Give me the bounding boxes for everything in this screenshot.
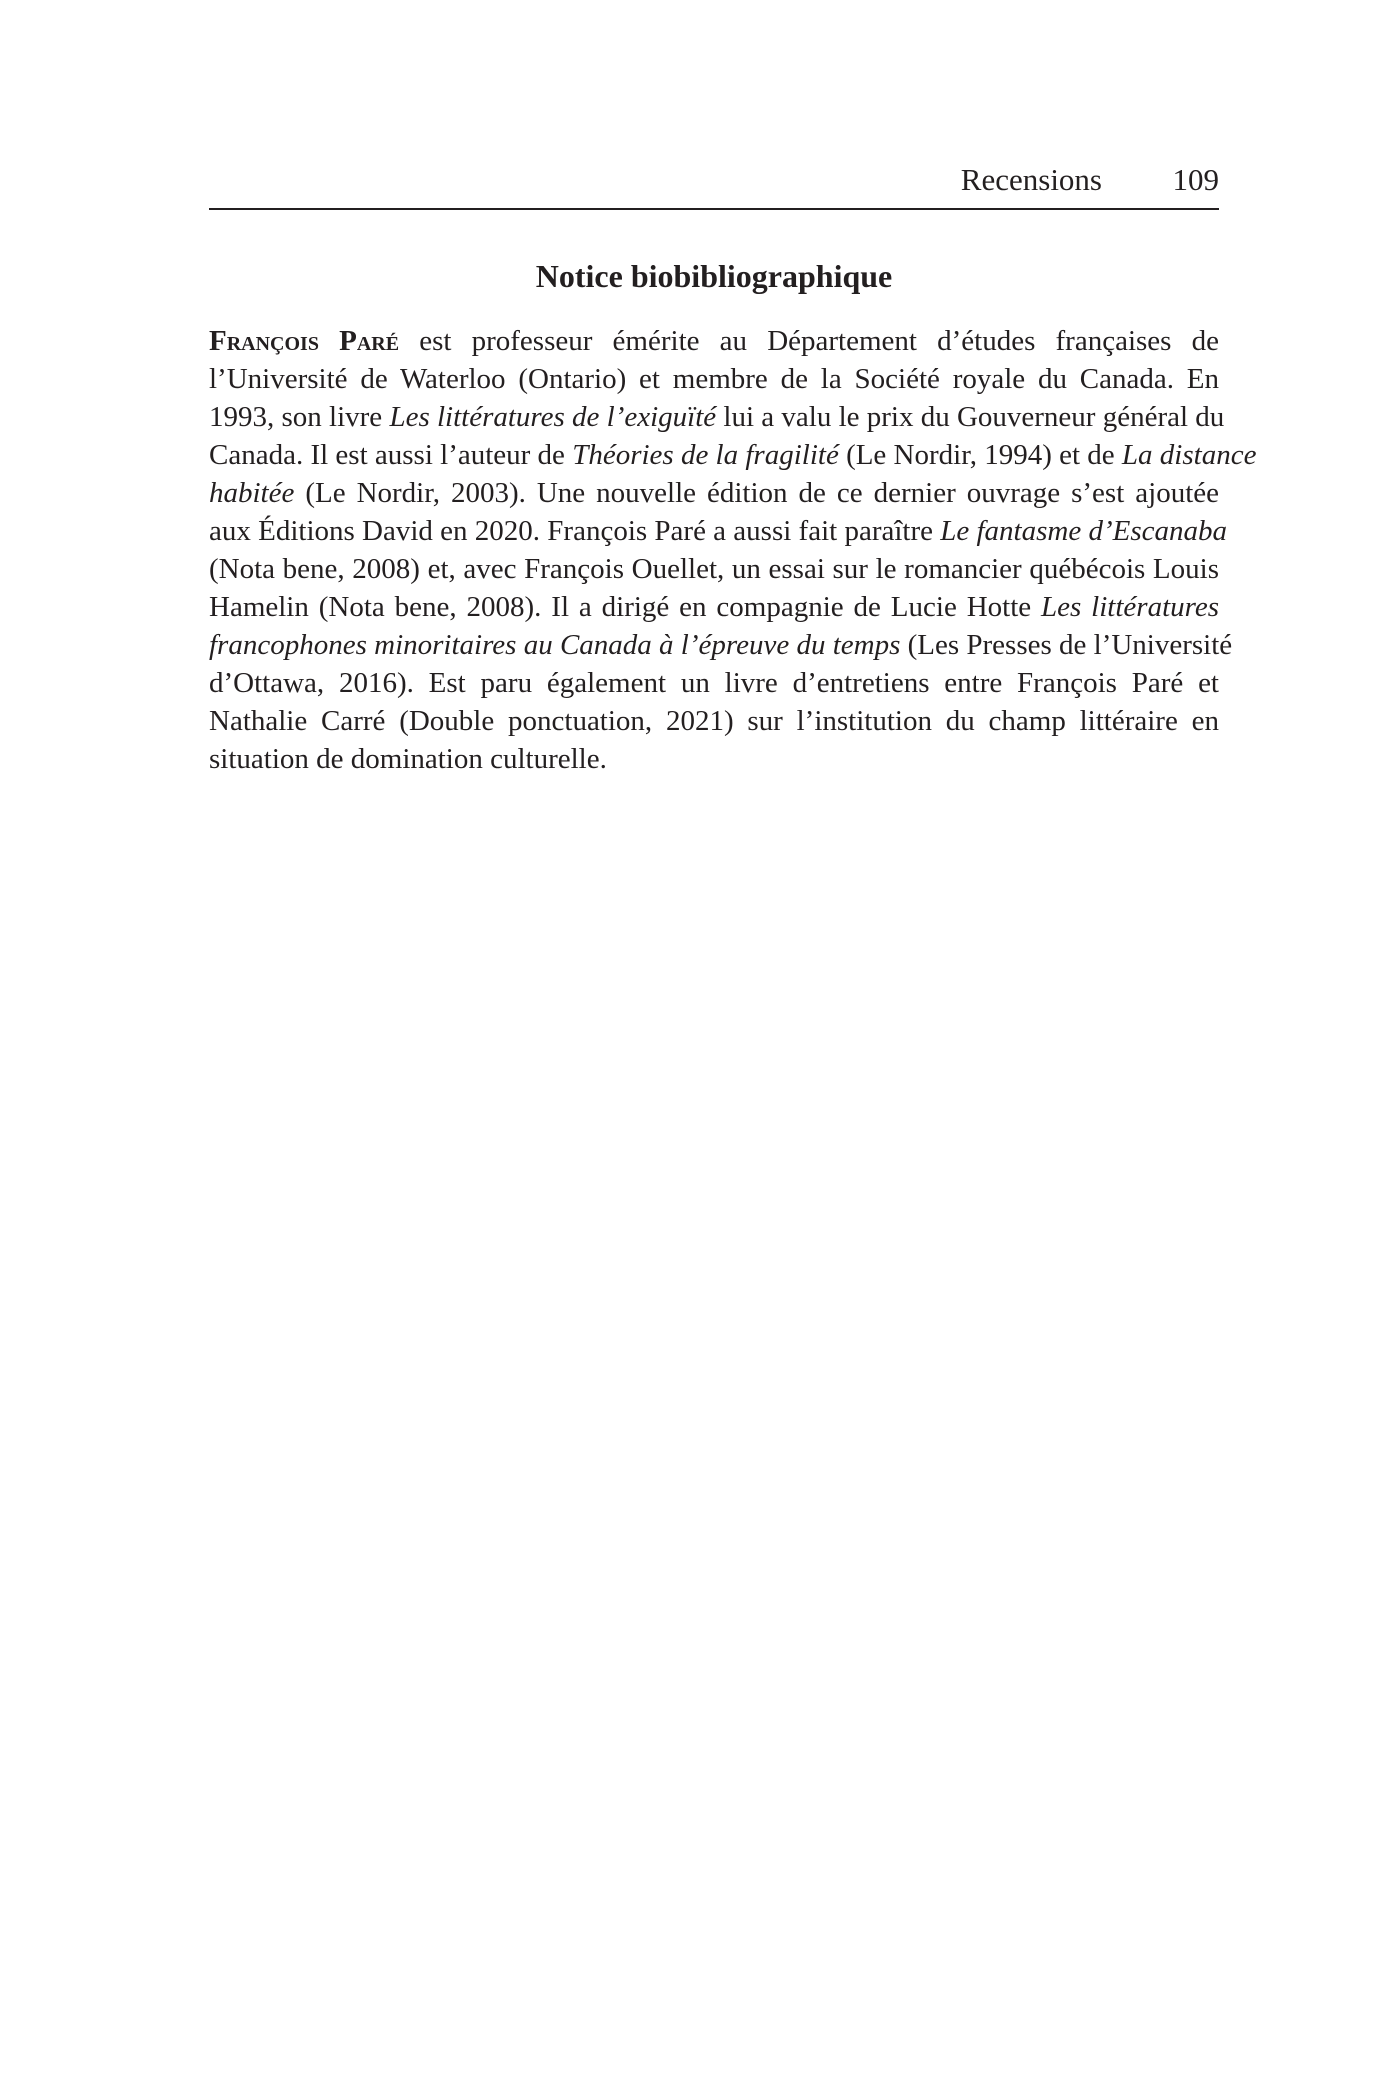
running-head-section: Recensions (960, 162, 1102, 197)
book-title: habitée (209, 477, 295, 509)
book-title: Les littératures de l’exiguïté (389, 401, 717, 433)
bio-line (209, 436, 1257, 474)
bio-text: (Le Nordir, 1994) et de (838, 439, 1122, 471)
bio-line (209, 588, 1219, 626)
bio-text: (Les Presses de l’Université (900, 629, 1233, 661)
bio-line (209, 398, 1225, 436)
bio-text: lui a valu le prix du Gouverneur général du (716, 401, 1225, 433)
running-header (209, 160, 1219, 210)
bio-text: (Nota bene, 2008) et, avec François Ouellet, un essai sur le romancier québécois Louis (209, 553, 1219, 585)
bio-text: 1993, son livre (209, 401, 390, 433)
notice-title: Notice biobibliographique (535, 258, 893, 294)
bio-line (209, 626, 1233, 664)
book-title: francophones minoritaires au Canada à l’épreuve du temps (209, 629, 901, 661)
bio-line (209, 512, 1227, 550)
bio-text: l’Université de Waterloo (Ontario) et membre de la Société royale du Canada. En (209, 363, 1219, 395)
bio-text: d’Ottawa, 2016). Est paru également un livre d’entretiens entre François Paré et (209, 667, 1219, 699)
bio-text: aux Éditions David en 2020. François Paré a aussi fait paraître (209, 515, 941, 547)
bio-text: Canada. Il est aussi l’auteur de (209, 439, 573, 471)
bio-text: Nathalie Carré (Double ponctuation, 2021) sur l’institution du champ littéraire en (209, 705, 1219, 737)
book-title: Le fantasme d’Escanaba (940, 515, 1227, 547)
book-title: Les littératures (1041, 591, 1219, 623)
book-title: Théories de la fragilité (572, 439, 839, 471)
bio-line (209, 740, 1219, 778)
bio-line (209, 550, 1219, 588)
book-title: La distance (1121, 439, 1257, 471)
bio-text: Hamelin (Nota bene, 2008). Il a dirigé en compagnie de Lucie Hotte (209, 591, 1042, 623)
author-name: François Paré (209, 325, 400, 357)
bio-line (209, 664, 1219, 702)
bio-text: (Le Nordir, 2003). Une nouvelle édition de ce dernier ouvrage s’est ajoutée (294, 477, 1219, 509)
bio-line (209, 474, 1219, 512)
bio-line (209, 702, 1219, 740)
bio-text: est professeur émérite au Département d’études françaises de (419, 325, 1219, 357)
page-number: 109 (1172, 162, 1219, 197)
bio-text: situation de domination culturelle. (209, 743, 607, 775)
bio-line (209, 322, 1219, 360)
bio-line (209, 360, 1219, 398)
bio-paragraph (209, 322, 1257, 778)
